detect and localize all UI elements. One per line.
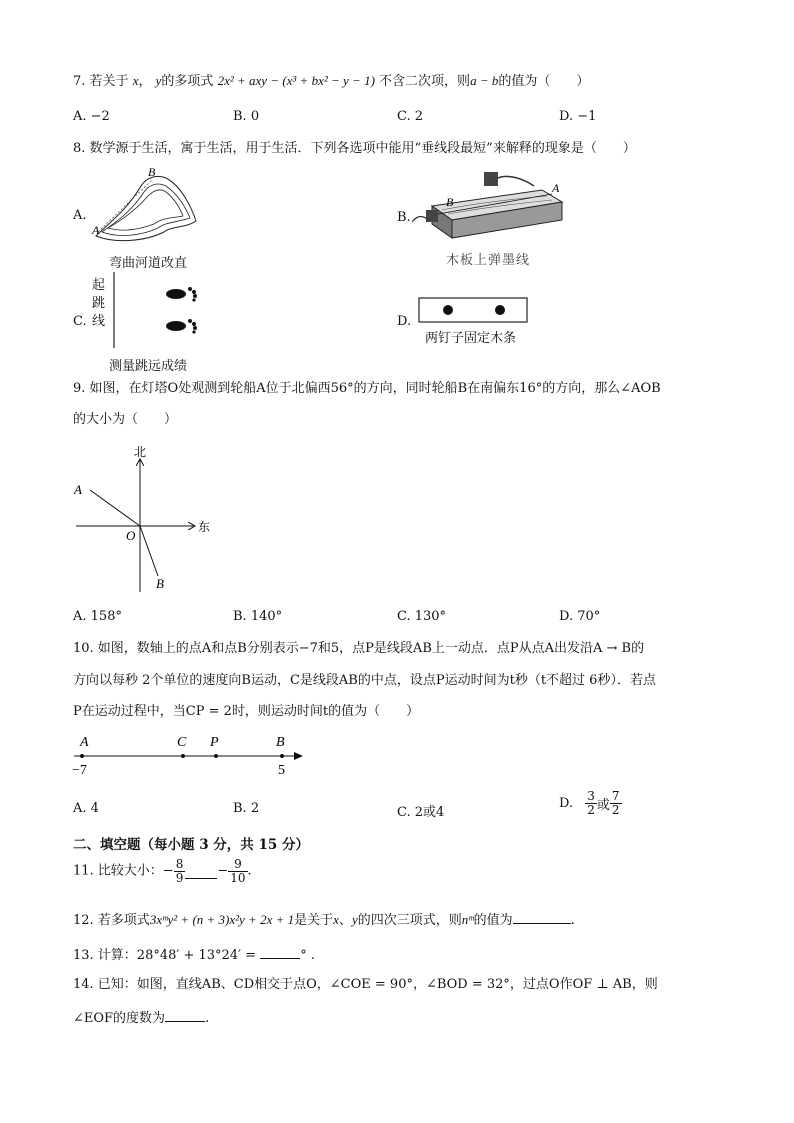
q8-option-d-label[interactable]: D. [397,314,412,329]
river-figure [86,166,206,246]
answer-blank[interactable] [165,1007,205,1022]
point-a-label: A [92,223,100,237]
q8-option-c-label[interactable]: C. [73,314,87,329]
point-p-dot [214,754,218,758]
q9-stem-line1: 9. 如图，在灯塔O处观测到轮船A位于北偏西56°的方向，同时轮船B在南偏东16°的方向，那么∠AOB [73,381,661,396]
point-p-label: P [210,735,219,750]
tick-label-neg7: −7 [72,763,87,778]
point-a-label: A [552,181,560,195]
q7-option-d[interactable]: D. −1 [559,109,597,124]
q12-stem: 12. 若多项式3xᵐy² + (n + 3)x²y + 2x + 1是关于x、y的四次三项式，则nᵐ的值为 . [73,909,575,930]
fraction-9-10: $\frac{9}{10}$ [230,857,246,885]
q8-stem: 8. 数学源于生活，寓于生活，用于生活．下列各选项中能用“垂线段最短”来解释的现象是（ ） [73,141,636,156]
compass-figure [70,442,220,592]
q10-option-d[interactable]: D. $\frac{3}{2}$ 或 $\frac{7}{2}$ [559,789,620,817]
q9-option-a[interactable]: A. 158° [73,609,122,624]
q9-option-c[interactable]: C. 130° [397,609,447,624]
polynomial: 3xᵐy² + (n + 3)x²y + 2x + 1 [149,912,295,927]
q7-option-b[interactable]: B. 0 [233,109,260,124]
section-2-title: 二、填空题（每小题 3 分，共 15 分） [73,837,309,853]
long-jump-figure [110,272,220,350]
point-a-dot [80,754,84,758]
polynomial: 2x² + axy − (x³ + bx² − y − 1) [217,73,375,88]
q9-option-d[interactable]: D. 70° [559,609,601,624]
var-y: y [155,73,162,88]
number-line-figure [70,732,310,782]
nail-icon [443,305,453,315]
q10-option-c[interactable]: C. 2或4 [397,805,445,820]
q8-option-b-label[interactable]: B. [397,210,411,225]
nail-icon [495,305,505,315]
point-c-label: C [177,735,187,750]
q10-option-a[interactable]: A. 4 [73,801,99,816]
q13-stem: 13. 计算：28°48′ + 13°24′ = ° . [73,944,315,965]
q7-option-a[interactable]: A. −2 [73,109,110,124]
q10-stem-line3: P在运动过程中，当CP = 2时，则运动时间t的值为（ ） [73,704,420,719]
point-b-label: B [148,166,156,179]
point-b-label: B [276,735,285,750]
point-a-label: A [74,482,82,497]
point-o-label: O [126,528,136,543]
q11-stem: 11. 比较大小：− $\frac{8}{9}$ − $\frac{9}{10}$ . [73,857,252,885]
answer-blank[interactable] [185,864,217,879]
q7-option-c[interactable]: C. 2 [397,109,424,124]
q14-stem-line2: ∠EOF的度数为 . [73,1007,209,1028]
fraction-3-2: $\frac{3}{2}$ [587,789,595,817]
east-label: 东 [198,520,211,534]
q14-stem-line1: 14. 已知：如图，直线AB、CD相交于点O，∠COE = 90°，∠BOD = 32°，过点O作OF ⊥ AB，则 [73,977,658,992]
plank-figure [412,168,572,240]
q8-caption-c: 测量跳远成绩 [109,359,188,374]
point-b-label: B [446,195,454,209]
fraction-7-2: $\frac{7}{2}$ [611,789,620,817]
q9-option-b[interactable]: B. 140° [233,609,283,624]
q10-option-b[interactable]: B. 2 [233,801,260,816]
q10-stem-line1: 10. 如图，数轴上的点A和点B分别表示−7和5，点P是线段AB上一动点．点P从点A出发沿A → B的 [73,641,645,656]
two-nails-figure [418,297,530,325]
fraction-8-9: $\frac{8}{9}$ [175,857,184,885]
var-x: x [132,73,139,88]
point-a-label: A [80,735,89,750]
q7-stem: 7. 若关于 x， y的多项式 2x² + axy − (x³ + bx² − y − 1) 不含二次项，则a − b的值为（ ） [73,73,590,89]
expression: a − b [470,73,499,88]
point-b-dot [280,754,284,758]
footprint-icon [166,287,197,334]
q9-stem-line2: 的大小为（ ） [73,412,178,427]
q10-stem-line2: 方向以每秒 2个单位的速度向B运动，C是线段AB的中点，设点P运动时间为t秒（t不超过 6秒）．若点 [73,673,656,688]
tick-label-5: 5 [278,763,285,778]
takeoff-line-label: 起 跳 线 [92,278,106,329]
q8-option-a-label[interactable]: A. [73,208,87,223]
q8-caption-b: 木板上弹墨线 [446,253,531,268]
point-b-label: B [156,576,164,591]
answer-blank[interactable] [513,909,571,924]
north-label: 北 [134,445,147,459]
answer-blank[interactable] [260,944,300,959]
point-c-dot [181,754,185,758]
q8-caption-d: 两钉子固定木条 [425,331,517,346]
q8-caption-a: 弯曲河道改直 [109,256,188,271]
